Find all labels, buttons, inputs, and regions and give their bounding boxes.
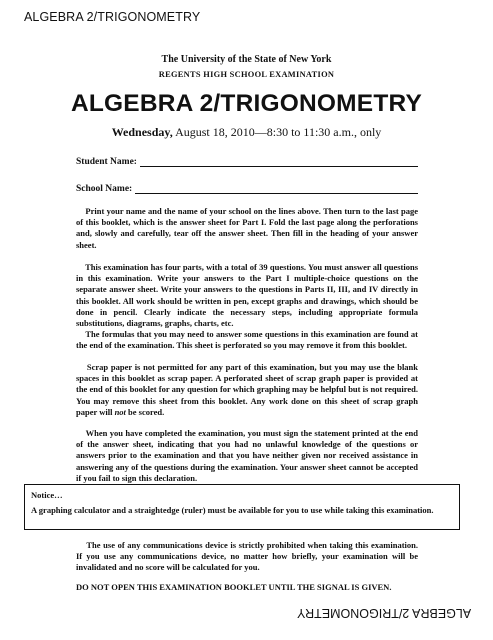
instruction-paragraph-2 (76, 262, 418, 329)
exam-title: ALGEBRA 2/TRIGONOMETRY (70, 90, 423, 117)
school-name-line[interactable] (135, 183, 418, 194)
student-name-label: Student Name: (76, 157, 137, 167)
instruction-paragraph-4 (76, 362, 418, 418)
emphasis-not: not (114, 406, 126, 417)
running-header: ALGEBRA 2/TRIGONOMETRY (24, 10, 201, 24)
exam-day: Wednesday, (111, 125, 173, 139)
student-name-line[interactable] (140, 156, 418, 167)
university-name: The University of the State of New York (161, 54, 332, 65)
instruction-text-5: When you have completed the examination, you must sign the statement printed at the end of the answer sheet, indicating that you had no unlawful knowledge of the questions or answers prior to the examination and that you have neither given nor received assistance in answering any of the questions during the examination. Your answer sheet cannot be accepted if you fail to sign this declaration. (76, 428, 418, 483)
running-footer-inverted: ALGEBRA 2/TRIGONOMETRY (296, 606, 471, 620)
student-name-field[interactable] (76, 156, 418, 167)
communications-warning (76, 540, 418, 574)
communications-text: The use of any communications device is strictly prohibited when taking this examination. If you use any communications device, no matter how briefly, your examination will be invalidated and no score will be calculated for you. (76, 540, 418, 573)
instruction-paragraph-5 (76, 428, 418, 484)
instruction-text-2: This examination has four parts, with a total of 39 questions. You must answer all questions in this examination. Write your answers to the Part I multiple-choice questions on the separate answer sheet. Write your answers to the questions in Parts II, III, and IV directly in this booklet. All work should be written in pen, except graphs and drawings, which should be done in pencil. Clearly indicate the necessary steps, including appropriate formula substitutions, diagrams, graphs, charts, etc. (76, 262, 418, 329)
instruction-paragraph-1 (76, 206, 418, 251)
notice-title: Notice… (31, 490, 63, 500)
notice-body: A graphing calculator and a straightedge (ruler) must be available for you to use while taking this examination. (31, 505, 434, 515)
school-name-label: School Name: (76, 184, 133, 194)
school-name-field[interactable] (76, 183, 418, 194)
exam-date-time: August 18, 2010—8:30 to 11:30 a.m., only (172, 125, 382, 139)
do-not-open-warning: DO NOT OPEN THIS EXAMINATION BOOKLET UNTIL THE SIGNAL IS GIVEN. (76, 582, 392, 592)
instruction-text-4-end: be scored. (125, 406, 165, 417)
instruction-paragraph-3 (76, 329, 418, 351)
exam-date (0, 125, 493, 140)
notice-box (24, 484, 460, 530)
exam-type: REGENTS HIGH SCHOOL EXAMINATION (158, 70, 335, 79)
instruction-text-4: Scrap paper is not permitted for any part of this examination, but you may use the blank spaces in this booklet as scrap paper. A perforated sheet of scrap graph paper is provided at the end of this booklet for any question for which graphing may be helpful but is not required. You may remove this sheet from this booklet. Any work done on this sheet of scrap graph paper will (76, 362, 419, 417)
instruction-text-3: The formulas that you may need to answer some questions in this examination are found at the end of the examination. This sheet is perforated so you may remove it from this booklet. (76, 329, 419, 351)
instruction-text-1: Print your name and the name of your school on the lines above. Then turn to the last page of this booklet, which is the answer sheet for Part I. Fold the last page along the perforations and, slowly and carefully, tear off the answer sheet. Then fill in the heading of your answer sheet. (76, 206, 419, 250)
